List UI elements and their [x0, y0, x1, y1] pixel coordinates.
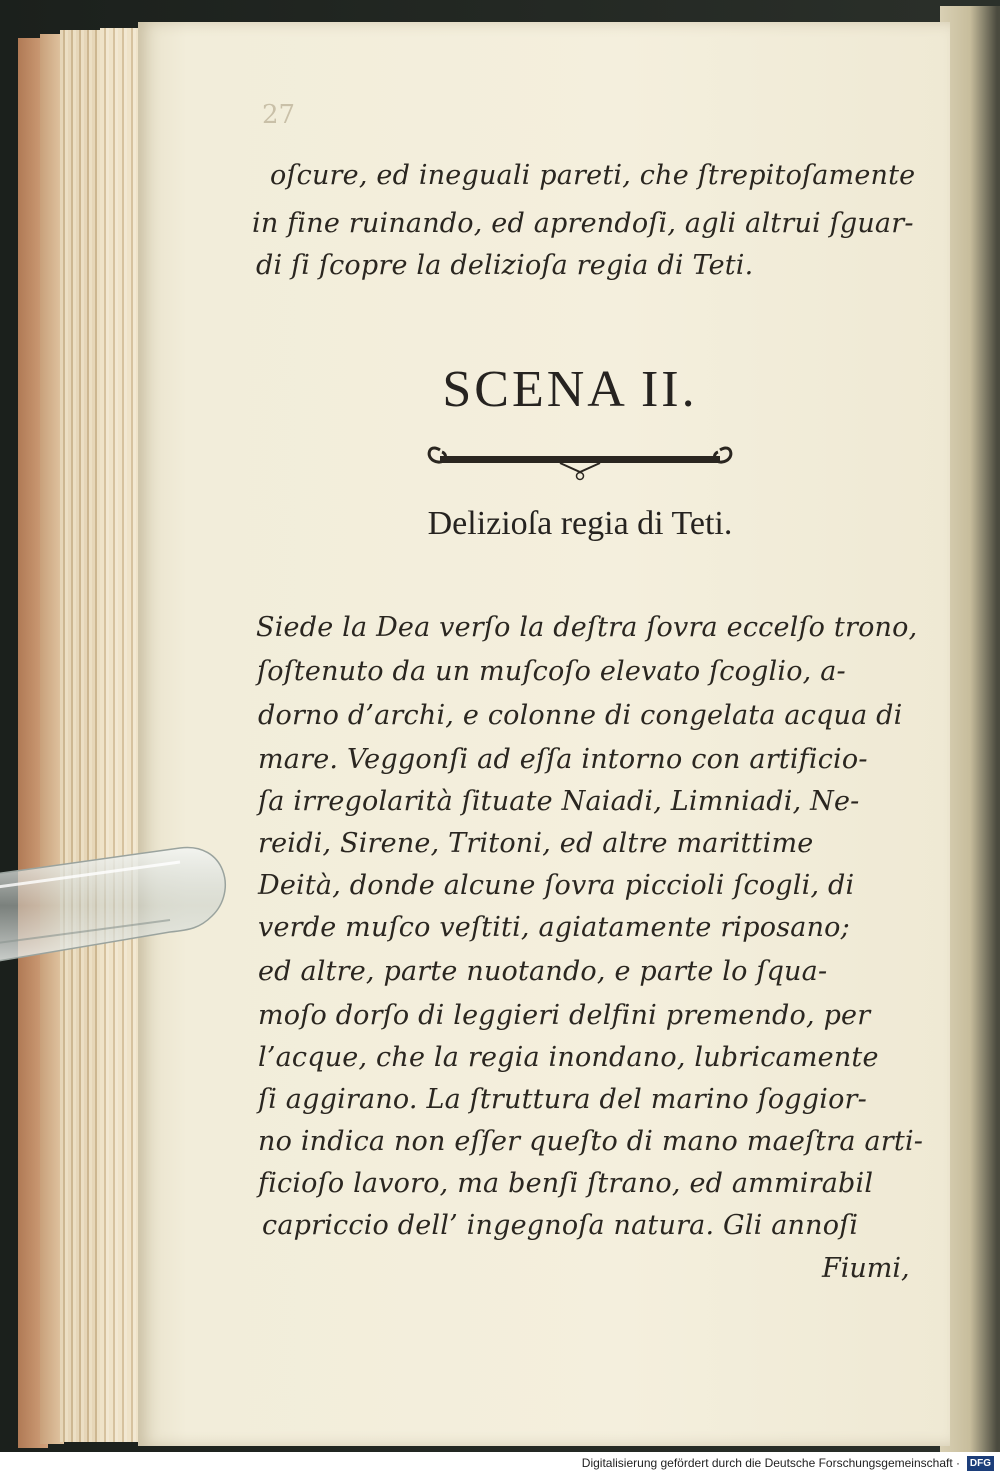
text-line: in fine ruinando, ed aprendoſi, agli altrui ſguar-: [252, 208, 914, 239]
text-line: Siede la Dea verſo la deſtra ſovra eccelſo trono,: [256, 612, 918, 643]
text-line: ficioſo lavoro, ma benſi ſtrano, ed ammirabil: [258, 1168, 874, 1199]
footer-credit: Digitalisierung gefördert durch die Deutsche Forschungsgemeinschaft ·: [581, 1456, 960, 1470]
text-line: oſcure, ed ineguali pareti, che ſtrepitoſamente: [270, 160, 916, 191]
page-stack-edges: [60, 30, 104, 1442]
text-line: ſa irregolarità ſituate Naiadi, Limniadi, Ne-: [258, 786, 860, 817]
text-line: ſoſtenuto da un muſcoſo elevato ſcoglio, a-: [257, 656, 846, 687]
text-line: ſi aggirano. La ſtruttura del marino ſoggior-: [258, 1084, 867, 1115]
footer-bar: [0, 1452, 1000, 1475]
ornament-divider: [420, 432, 740, 482]
page-stack-edges-inner: [100, 28, 140, 1442]
page-number-bleed: 27: [262, 100, 296, 130]
text-line: di ſi ſcopre la delizioſa regia di Teti.: [256, 250, 754, 281]
glass-page-weight: [0, 836, 235, 982]
text-line: capriccio dell’ ingegnoſa natura. Gli annoſi: [262, 1210, 859, 1241]
catchword: Fiumi,: [822, 1253, 910, 1284]
scene-subtitle: Delizioſa regia di Teti.: [427, 505, 733, 542]
text-line: dorno d’archi, e colonne di congelata acqua di: [258, 700, 903, 731]
text-line: Deità, donde alcune ſovra piccioli ſcogli, di: [258, 870, 855, 901]
dfg-logo-icon: DFG: [967, 1456, 994, 1471]
text-line: ed altre, parte nuotando, e parte lo ſqua-: [258, 956, 828, 987]
text-line: verde muſco veſtiti, agiatamente riposano;: [258, 912, 850, 943]
text-line: moſo dorſo di leggieri delfini premendo, per: [258, 1000, 871, 1031]
text-line: mare. Veggonſi ad eſſa intorno con artificio-: [258, 744, 868, 775]
scene-title: SCENA II.: [442, 361, 698, 418]
text-line: reidi, Sirene, Tritoni, ed altre marittime: [258, 828, 814, 859]
text-line: no indica non eſſer queſto di mano maeſtra arti-: [258, 1126, 924, 1157]
text-line: l’acque, che la regia inondano, lubricamente: [258, 1042, 879, 1073]
